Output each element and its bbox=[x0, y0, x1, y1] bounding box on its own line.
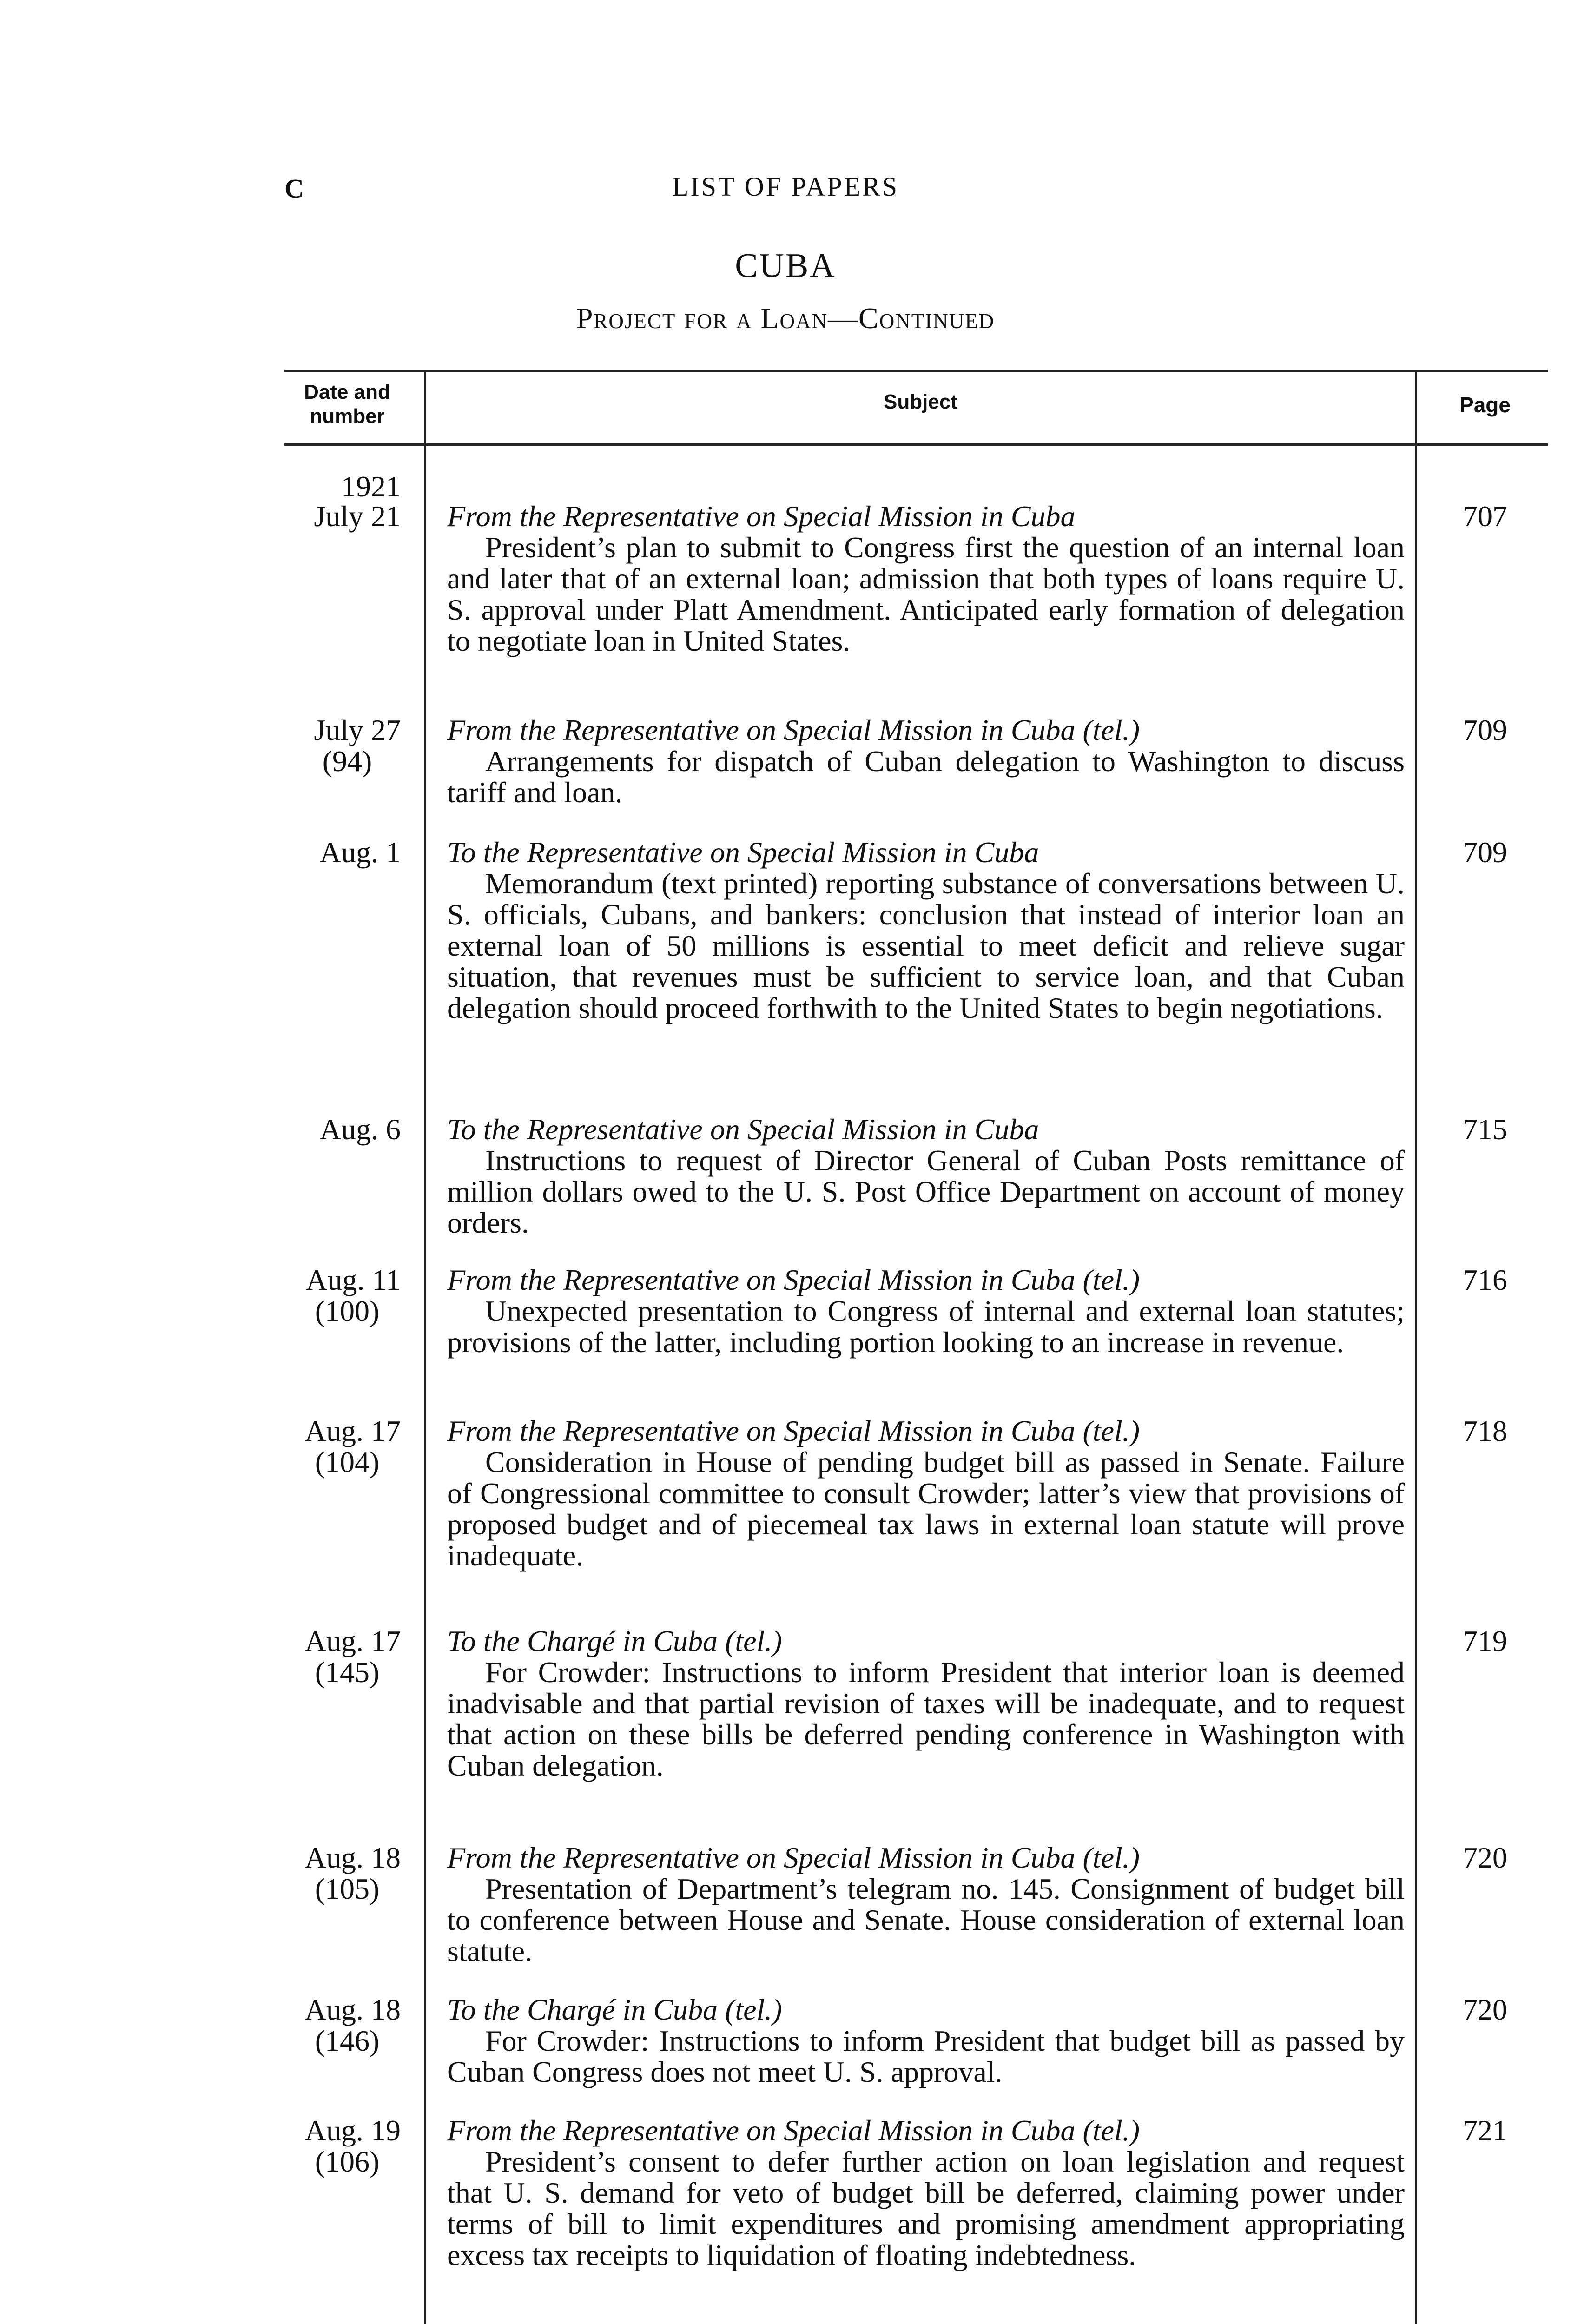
telegram-number: (94) bbox=[322, 745, 372, 778]
entry-summary: Memorandum (text printed) reporting substance of conversations between U. S. officials, Cubans, and bankers: conclusion that instead of interior loan an external loan of 50 millions is essential to meet deficit and relieve sugar situation, that revenues must be sufficient to service loan, and that Cuban delegation should proceed forthwith to the United States to begin negotiations. bbox=[447, 867, 1405, 1024]
entry-heading: To the Representative on Special Mission in Cuba bbox=[447, 836, 1039, 869]
telegram-number: (104) bbox=[315, 1446, 380, 1479]
telegram-number: (105) bbox=[315, 1872, 380, 1905]
page-reference: 720 bbox=[1463, 1841, 1507, 1874]
entry-heading: To the Chargé in Cuba (tel.) bbox=[447, 1993, 782, 2026]
date-text: Aug. 1 bbox=[319, 836, 401, 869]
telegram-number: (100) bbox=[315, 1294, 380, 1327]
list-item bbox=[447, 1994, 1405, 2087]
page-reference: 718 bbox=[1463, 1414, 1507, 1447]
page-reference: 709 bbox=[1463, 836, 1507, 869]
date-text: Aug. 18 bbox=[304, 1993, 401, 2026]
page-reference: 721 bbox=[1463, 2114, 1507, 2147]
date-text: Aug. 17 bbox=[304, 1624, 401, 1657]
entry-summary: Arrangements for dispatch of Cuban delegation to Washington to discuss tariff and loan. bbox=[447, 745, 1405, 809]
entry-summary: Unexpected presentation to Congress of internal and external loan statutes; provisions of the latter, including portion looking to an increase in revenue. bbox=[447, 1294, 1405, 1359]
telegram-number: (145) bbox=[315, 1656, 380, 1689]
running-title: LIST OF PAPERS bbox=[672, 172, 899, 202]
page-reference: 719 bbox=[1463, 1624, 1507, 1657]
date-text: Aug. 11 bbox=[306, 1263, 401, 1296]
page-number: C bbox=[284, 173, 304, 204]
entry-heading: From the Representative on Special Mission in Cuba (tel.) bbox=[447, 1841, 1140, 1874]
entry-summary: President’s plan to submit to Congress first the question of an internal loan and later that of an external loan; admission that both types of loans require U. S. approval under Platt Amendment. Anticipated early formation of delegation to negotiate loan in United States. bbox=[447, 531, 1405, 657]
entry-heading: From the Representative on Special Mission in Cuba bbox=[447, 500, 1076, 533]
list-item bbox=[447, 1415, 1405, 1571]
list-item bbox=[447, 1625, 1405, 1781]
telegram-number: (106) bbox=[315, 2145, 380, 2178]
entry-summary: For Crowder: Instructions to inform President that interior loan is deemed inadvisable and that partial revision of taxes will be inadequate, and to request that action on these bills be deferred pending conference in Washington with Cuban delegation. bbox=[447, 1656, 1405, 1782]
list-item bbox=[447, 1842, 1405, 1967]
list-item bbox=[447, 1114, 1405, 1238]
list-item bbox=[447, 714, 1405, 808]
page-reference: 720 bbox=[1463, 1993, 1507, 2026]
entry-heading: From the Representative on Special Mission in Cuba (tel.) bbox=[447, 1414, 1140, 1447]
entry-date bbox=[284, 1264, 401, 1327]
page-reference: 707 bbox=[1463, 500, 1507, 533]
list-item bbox=[447, 501, 1405, 656]
page-reference: 716 bbox=[1463, 1263, 1507, 1296]
entry-date bbox=[284, 1114, 401, 1145]
column-divider-page bbox=[1415, 370, 1417, 2324]
date-text: July 21 bbox=[314, 500, 401, 533]
entry-summary: Consideration in House of pending budget bill as passed in Senate. Failure of Congressional committee to consult Crowder; latter’s view that provisions of proposed budget and of piecemeal tax laws in external loan statute will prove inadequate. bbox=[447, 1446, 1405, 1572]
entry-date bbox=[284, 1842, 401, 1904]
date-text: Aug. 18 bbox=[304, 1841, 401, 1874]
column-header-date: Date and number bbox=[304, 381, 390, 428]
entry-date bbox=[284, 714, 401, 777]
date-text: Aug. 17 bbox=[304, 1414, 401, 1447]
list-item bbox=[447, 1264, 1405, 1358]
entry-heading: To the Representative on Special Mission in Cuba bbox=[447, 1113, 1039, 1146]
entry-summary: President’s consent to defer further action on loan legislation and request that U. S. demand for veto of budget bill be deferred, claiming power under terms of bill to limit expenditures and promising amendment appropriating excess tax receipts to liquidation of floating indebtedness. bbox=[447, 2145, 1405, 2271]
entry-heading: From the Representative on Special Mission in Cuba (tel.) bbox=[447, 1263, 1140, 1296]
entry-summary: Instructions to request of Director General of Cuban Posts remittance of million dollars owed to the U. S. Post Office Department on account of money orders. bbox=[447, 1144, 1405, 1239]
entry-date bbox=[284, 1415, 401, 1478]
page-reference: 709 bbox=[1463, 713, 1507, 746]
list-item bbox=[447, 837, 1405, 1023]
entry-date bbox=[284, 1994, 401, 2056]
date-text: Aug. 6 bbox=[319, 1113, 401, 1146]
entry-heading: To the Chargé in Cuba (tel.) bbox=[447, 1624, 782, 1657]
column-header-subject: Subject bbox=[884, 390, 957, 413]
entry-date bbox=[284, 2115, 401, 2177]
entry-date bbox=[284, 1625, 401, 1688]
entry-summary: Presentation of Department’s telegram no. 145. Consignment of budget bill to conference between House and Senate. House consideration of external loan statute. bbox=[447, 1872, 1405, 1967]
date-text: July 27 bbox=[314, 713, 401, 746]
telegram-number: (146) bbox=[315, 2024, 380, 2057]
entry-summary: For Crowder: Instructions to inform President that budget bill as passed by Cuban Congress does not meet U. S. approval. bbox=[447, 2024, 1405, 2088]
column-header-page: Page bbox=[1459, 393, 1511, 417]
page-reference: 715 bbox=[1463, 1113, 1507, 1146]
entry-heading: From the Representative on Special Mission in Cuba (tel.) bbox=[447, 713, 1140, 746]
table-top-rule bbox=[284, 370, 1548, 372]
list-item bbox=[447, 2115, 1405, 2271]
date-text: Aug. 19 bbox=[304, 2114, 401, 2147]
table-header-rule bbox=[284, 443, 1548, 446]
column-divider-date bbox=[424, 370, 426, 2324]
section-heading: Project for a Loan—Continued bbox=[576, 302, 995, 335]
entry-date bbox=[284, 837, 401, 868]
entry-heading: From the Representative on Special Mission in Cuba (tel.) bbox=[447, 2114, 1140, 2147]
entry-date bbox=[284, 501, 401, 532]
country-heading: CUBA bbox=[735, 247, 836, 285]
year-label: 1921 bbox=[341, 470, 401, 503]
